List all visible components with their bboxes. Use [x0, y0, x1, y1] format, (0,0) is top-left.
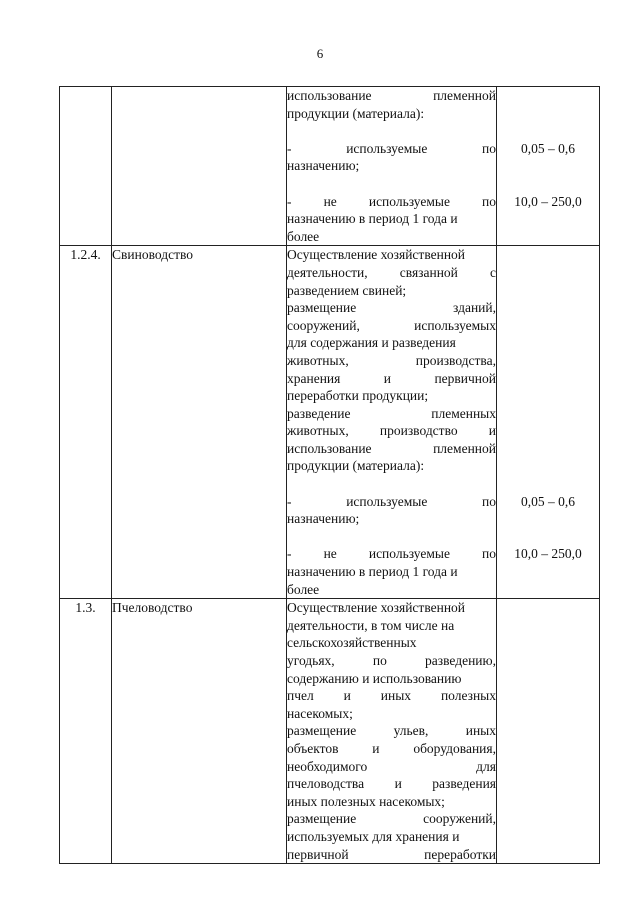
word: разведения	[432, 776, 496, 792]
description-line	[287, 352, 496, 370]
word: сооружений,	[287, 317, 360, 333]
area-range-value: 10,0 – 250,0	[514, 193, 582, 209]
description-line	[287, 228, 496, 246]
word: не	[323, 546, 337, 562]
word: ульев,	[393, 723, 429, 739]
word: размещение	[287, 300, 357, 316]
description-line	[287, 652, 496, 670]
word: по	[372, 653, 387, 668]
description-line	[287, 670, 496, 688]
word: более	[287, 228, 320, 244]
table-row	[60, 599, 600, 864]
row-code: 1.2.4.	[60, 246, 112, 599]
description-line	[287, 193, 496, 211]
word: содержанию и использованию	[287, 670, 462, 686]
word: назначению;	[287, 158, 360, 174]
word: оборудования,	[413, 740, 496, 756]
word: используемых	[414, 317, 496, 333]
word: размещение	[287, 811, 357, 827]
word: иных	[465, 723, 497, 739]
word: размещение	[287, 723, 357, 739]
word: по	[482, 140, 496, 156]
word: -	[287, 193, 292, 209]
description-line	[287, 457, 496, 475]
area-range-value: 10,0 – 250,0	[514, 546, 582, 562]
word: для содержания и разведения	[287, 335, 456, 351]
area-range-value: 0,05 – 0,6	[521, 140, 575, 156]
word: и	[343, 688, 351, 704]
description-line	[287, 846, 496, 864]
word: с	[490, 264, 497, 280]
description-line	[287, 282, 496, 300]
word: и	[394, 776, 402, 792]
description-line	[287, 581, 496, 599]
row-description	[287, 87, 497, 246]
row-area-values	[497, 246, 600, 599]
word: пчел	[287, 688, 314, 704]
word: используемые	[346, 493, 428, 509]
word: по	[482, 493, 496, 509]
area-range-value: 0,05 – 0,6	[521, 493, 575, 509]
description-line	[287, 740, 496, 758]
word: племенной	[433, 88, 496, 103]
word: объектов	[287, 740, 339, 756]
word: Осуществление хозяйственной	[287, 600, 466, 616]
word: деятельности, в том числе на	[287, 617, 455, 633]
word: назначению в период 1 года и	[287, 211, 458, 227]
description-line	[287, 317, 496, 335]
word: связанной	[399, 264, 458, 280]
word: сооружений,	[423, 811, 496, 827]
word: племенной	[433, 440, 496, 456]
word: продукции (материала):	[287, 458, 425, 474]
row-description	[287, 599, 497, 864]
word: полезных	[440, 688, 497, 704]
word: животных,	[287, 423, 349, 439]
word: первичной	[434, 370, 497, 386]
description-line	[287, 140, 496, 158]
description-line	[287, 722, 496, 740]
row-name: Пчеловодство	[112, 599, 287, 864]
description-line	[287, 246, 496, 264]
description-line	[287, 634, 496, 652]
word: угодьях,	[287, 653, 335, 668]
description-line	[287, 370, 496, 388]
word: продукции (материала):	[287, 105, 425, 121]
word: -	[287, 546, 292, 562]
description-line	[287, 828, 496, 846]
word: использование	[287, 88, 372, 103]
word: использование	[287, 440, 372, 456]
land-use-table	[59, 86, 600, 864]
row-description	[287, 246, 497, 599]
word: и	[372, 740, 380, 756]
word: используемые	[368, 546, 450, 562]
row-name: Свиноводство	[112, 246, 287, 599]
description-line	[287, 775, 496, 793]
word: иных	[380, 688, 412, 704]
word: необходимого	[287, 758, 368, 774]
description-line	[287, 545, 496, 563]
row-code	[60, 87, 112, 246]
word: переработки	[424, 846, 496, 862]
word: производства,	[415, 352, 496, 368]
word: для	[476, 758, 496, 774]
word: -	[287, 493, 292, 509]
word: пчеловодства	[287, 776, 365, 792]
word: по	[482, 193, 497, 209]
description-line	[287, 810, 496, 828]
word: производство	[379, 423, 458, 439]
row-name	[112, 87, 287, 246]
word: животных,	[287, 352, 349, 368]
description-line	[287, 299, 496, 317]
word: насекомых;	[287, 705, 353, 721]
description-line	[287, 210, 496, 228]
row-area-values	[497, 87, 600, 246]
word: иных полезных насекомых;	[287, 793, 445, 809]
description-line	[287, 87, 496, 105]
description-line	[287, 157, 496, 175]
word: переработки продукции;	[287, 388, 429, 404]
word: назначению;	[287, 511, 360, 527]
page-number: 6	[316, 46, 324, 61]
word: -	[287, 140, 292, 156]
description-line	[287, 510, 496, 528]
word: сельскохозяйственных	[287, 635, 417, 651]
row-code: 1.3.	[60, 599, 112, 864]
description-line	[287, 793, 496, 811]
word: деятельности,	[287, 264, 368, 280]
description-line	[287, 493, 496, 511]
word: не	[323, 193, 337, 209]
description-line	[287, 599, 496, 617]
description-line	[287, 563, 496, 581]
word: первичной	[287, 846, 349, 862]
description-line	[287, 422, 496, 440]
description-line	[287, 440, 496, 458]
word: хранения	[287, 370, 341, 386]
word: назначению в период 1 года и	[287, 564, 458, 580]
description-line	[287, 105, 496, 123]
word: более	[287, 581, 320, 597]
word: используемые	[346, 140, 428, 156]
description-line	[287, 687, 496, 705]
description-line	[287, 705, 496, 723]
table-row	[60, 87, 600, 246]
word: используемых для хранения и	[287, 828, 460, 844]
word: и	[383, 370, 392, 386]
word: и	[488, 423, 496, 439]
row-area-values	[497, 599, 600, 864]
table-row	[60, 246, 600, 599]
word: разведение	[287, 405, 351, 421]
description-line	[287, 387, 496, 405]
word: разведением свиней;	[287, 282, 407, 298]
word: Осуществление хозяйственной	[287, 247, 466, 263]
description-line	[287, 758, 496, 776]
word: зданий,	[453, 300, 496, 316]
word: по	[482, 546, 497, 562]
description-line	[287, 617, 496, 635]
word: племенных	[431, 405, 496, 421]
word: используемые	[368, 193, 450, 209]
description-line	[287, 264, 496, 282]
description-line	[287, 405, 496, 423]
word: разведению,	[425, 653, 496, 668]
description-line	[287, 334, 496, 352]
